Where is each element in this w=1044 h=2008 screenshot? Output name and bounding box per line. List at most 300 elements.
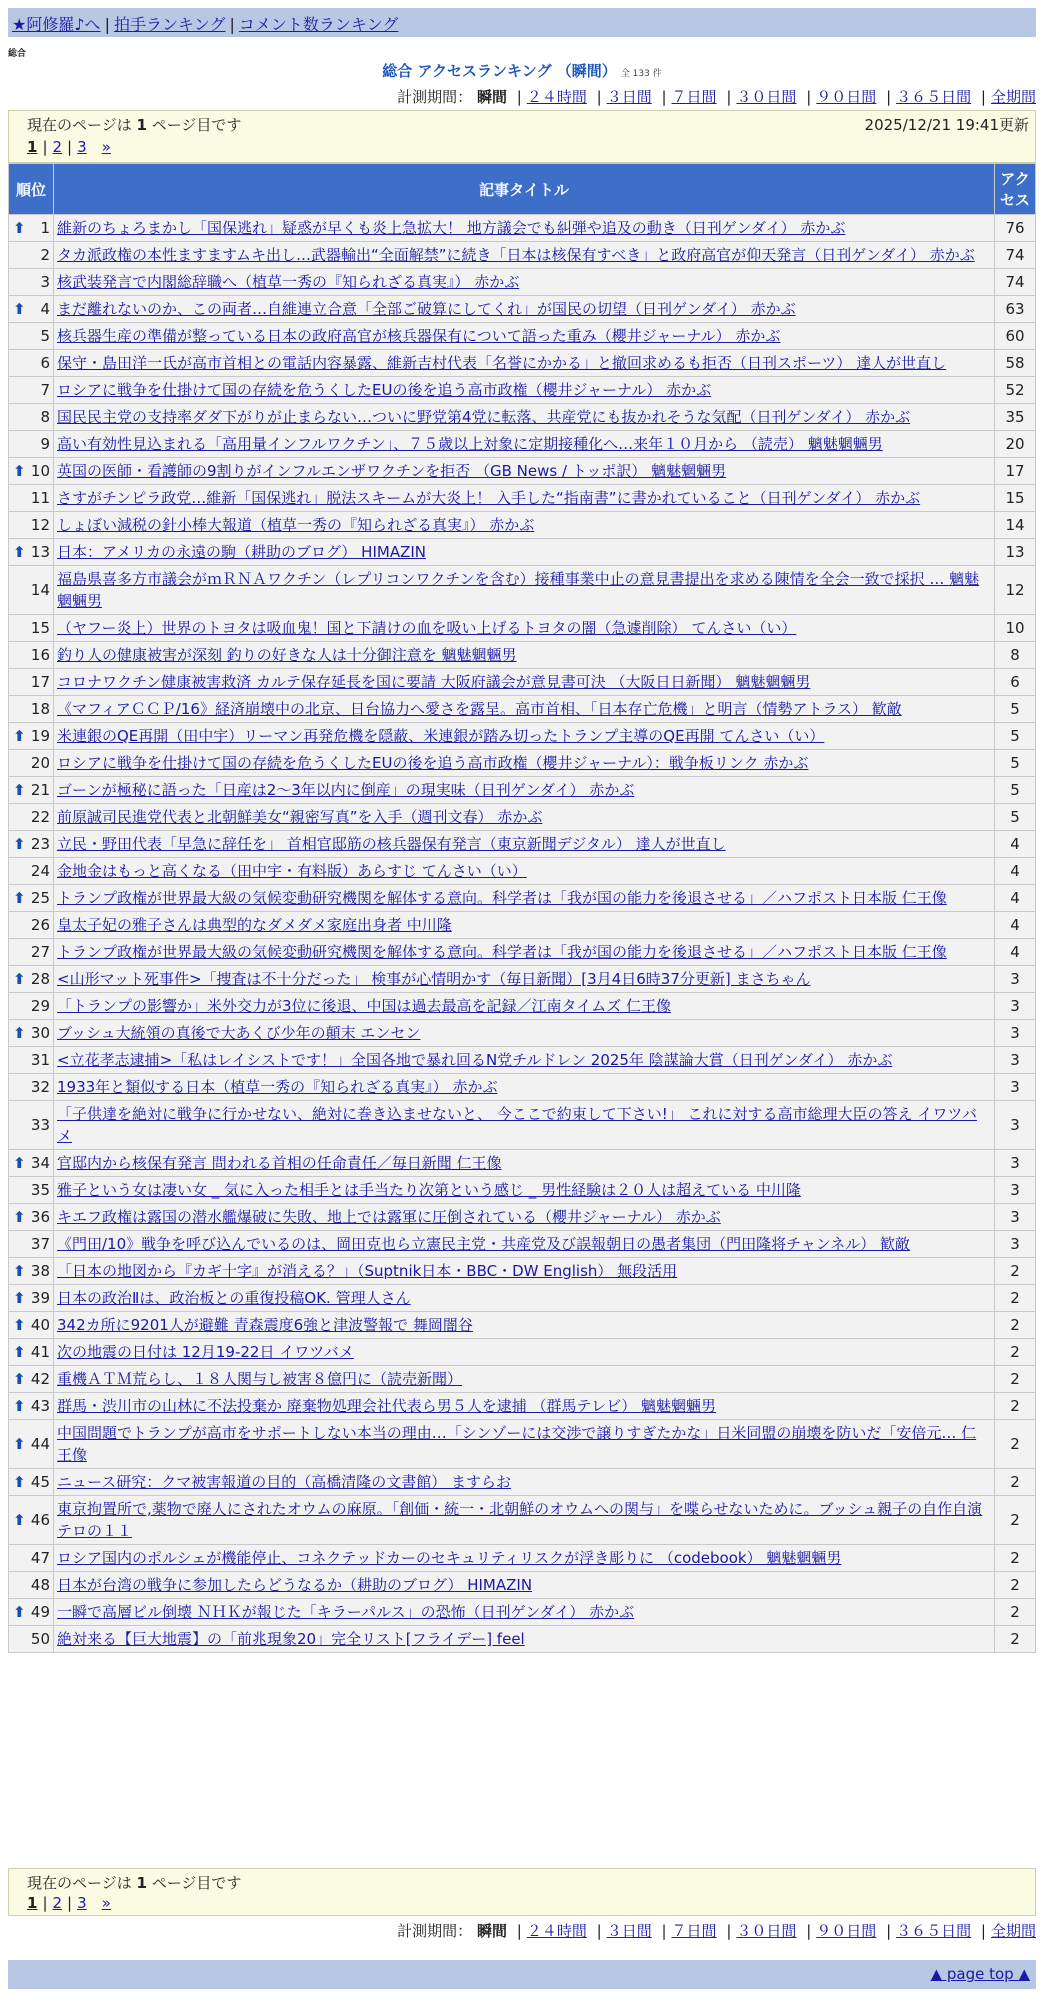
article-title-link[interactable]: 絶対来る【巨大地震】の「前兆現象20」完全リスト[フライデー] feel (57, 1630, 525, 1648)
table-row (9, 1101, 1036, 1150)
title-cell (54, 1258, 995, 1285)
footer-bar (8, 1960, 1036, 1989)
article-title-link[interactable]: 342カ所に9201人が避難 青森震度6強と津波警報で 舞岡闇谷 (57, 1316, 473, 1334)
ranking-table (8, 163, 1036, 1653)
title-cell (54, 885, 995, 912)
period-30d-link[interactable]: ３０日間 (736, 1922, 797, 1940)
access-count: 3 (995, 993, 1036, 1020)
table-row (9, 404, 1036, 431)
rank-up-arrow-icon: ⬆ (13, 300, 26, 318)
access-count: 5 (995, 723, 1036, 750)
page-top-link[interactable]: ▲ page top ▲ (930, 1965, 1030, 1983)
page-1: 1 (27, 138, 38, 156)
access-count: 6 (995, 669, 1036, 696)
title-cell (54, 512, 995, 539)
period-separator: | (980, 88, 986, 106)
nav-separator: | (104, 15, 110, 34)
rank-cell (9, 804, 54, 831)
access-count: 2 (995, 1420, 1036, 1469)
rank-number: 16 (30, 646, 50, 664)
period-90d-link[interactable]: ９０日間 (816, 88, 877, 106)
table-row (9, 1177, 1036, 1204)
table-row (9, 723, 1036, 750)
access-count: 52 (995, 377, 1036, 404)
article-title-link[interactable]: 東京拘置所で,薬物で廃人にされたオウムの麻原。「創価・統一・北朝鮮のオウムへの関与」を喋らせないために。ブッシュ親子の自作自演テロの１１ (57, 1500, 983, 1540)
current-page-suffix: ページ目です (146, 1874, 242, 1892)
access-count: 2 (995, 1366, 1036, 1393)
table-row (9, 1204, 1036, 1231)
article-title-link[interactable]: ゴーンが極秘に語った「日産は2～3年以内に倒産」の現実味（日刊ゲンダイ） 赤かぶ (57, 781, 635, 799)
title-cell (54, 566, 995, 615)
article-title-link[interactable]: 釣り人の健康被害が深刻 釣りの好きな人は十分御注意を 魑魅魍魎男 (57, 646, 517, 664)
current-page-suffix: ページ目です (146, 116, 242, 134)
access-count: 2 (995, 1339, 1036, 1366)
rank-up-arrow-icon: ⬆ (13, 1397, 26, 1415)
access-count: 3 (995, 1101, 1036, 1150)
rank-number: 22 (30, 808, 50, 826)
rank-cell (9, 939, 54, 966)
rank-cell (9, 1469, 54, 1496)
article-title-link[interactable]: 一瞬で高層ビル倒壊 ＮＨＫが報じた「キラーパルス」の恐怖（日刊ゲンダイ） 赤かぶ (57, 1603, 635, 1621)
rank-number: 21 (30, 781, 50, 799)
article-title-link[interactable]: 官邸内から核保有発言 問われる首相の任命責任／毎日新聞 仁王像 (57, 1154, 502, 1172)
period-all-link[interactable]: 全期間 (990, 88, 1036, 106)
period-7d-link[interactable]: ７日間 (671, 88, 717, 106)
rank-number: 26 (30, 916, 50, 934)
title-cell (54, 350, 995, 377)
pager-separator: | (67, 138, 73, 156)
rank-number: 30 (30, 1024, 50, 1042)
rank-cell (9, 485, 54, 512)
rank-cell (9, 669, 54, 696)
rank-cell (9, 750, 54, 777)
rank-cell (9, 269, 54, 296)
rank-up-arrow-icon: ⬆ (13, 1603, 26, 1621)
period-current: 瞬間 (476, 1922, 507, 1940)
article-title-link[interactable]: 皇太子妃の雅子さんは典型的なダメダメ家庭出身者 中川隆 (57, 916, 452, 934)
title-cell (54, 404, 995, 431)
period-separator: | (726, 1922, 732, 1940)
rank-number: 42 (30, 1370, 50, 1388)
article-title-link[interactable]: 「日本の地図から『カギ十字』が消える？」（Suptnik日本・BBC・DW English） 無段活用 (57, 1262, 678, 1280)
table-row (9, 431, 1036, 458)
title-cell (54, 966, 995, 993)
article-title-link[interactable]: 《門田/10》戦争を呼び込んでいるのは、岡田克也ら立憲民主党・共産党及び誤報朝日の愚者集団（門田隆将チャンネル） 歓敵 (57, 1235, 911, 1253)
rank-cell (9, 1366, 54, 1393)
pager-top (8, 110, 1036, 163)
rank-cell (9, 242, 54, 269)
table-header-row (9, 164, 1036, 215)
title-cell (54, 431, 995, 458)
access-count: 2 (995, 1626, 1036, 1653)
rank-number: 24 (30, 862, 50, 880)
table-row (9, 642, 1036, 669)
access-count: 3 (995, 1047, 1036, 1074)
table-row (9, 566, 1036, 615)
title-cell (54, 1074, 995, 1101)
period-90d-link[interactable]: ９０日間 (816, 1922, 877, 1940)
article-title-link[interactable]: さすがチンピラ政党…維新「国保逃れ」脱法スキームが大炎上！ 入手した“指南書”に書かれていること（日刊ゲンダイ） 赤かぶ (57, 489, 921, 507)
period-separator: | (806, 1922, 812, 1940)
rank-number: 20 (30, 754, 50, 772)
article-title-link[interactable]: 中国問題でトランプが高市をサポートしない本当の理由…「シンゾーには交渉で譲りすぎたかな」日米同盟の崩壊を防いだ「安倍元… 仁王像 (57, 1424, 977, 1464)
article-title-link[interactable]: 重機ＡＴＭ荒らし、１８人関与し被害８億円に（読売新聞） (57, 1370, 463, 1388)
title-cell (54, 723, 995, 750)
rank-number: 27 (30, 943, 50, 961)
title-cell (54, 696, 995, 723)
rank-cell (9, 1231, 54, 1258)
rank-number: 33 (30, 1116, 50, 1134)
rank-cell (9, 215, 54, 242)
title-cell (54, 1469, 995, 1496)
rank-cell (9, 1177, 54, 1204)
rank-cell (9, 512, 54, 539)
table-row (9, 215, 1036, 242)
rank-number: 2 (40, 246, 50, 264)
access-count: 2 (995, 1545, 1036, 1572)
title-cell (54, 1047, 995, 1074)
article-title-link[interactable]: 日本が台湾の戦争に参加したらどうなるか（耕助のブログ） HIMAZIN (57, 1576, 533, 1594)
access-count: 35 (995, 404, 1036, 431)
article-title-link[interactable]: トランプ政権が世界最大級の気候変動研究機関を解体する意向。科学者は「我が国の能力を後退させる」／ハフポスト日本版 仁王像 (57, 889, 947, 907)
table-row (9, 512, 1036, 539)
rank-cell (9, 1626, 54, 1653)
access-count: 13 (995, 539, 1036, 566)
access-count: 20 (995, 431, 1036, 458)
period-separator: | (661, 88, 667, 106)
period-365d-link[interactable]: ３６５日間 (896, 1922, 972, 1940)
rank-number: 40 (30, 1316, 50, 1334)
period-7d-link[interactable]: ７日間 (671, 1922, 717, 1940)
article-title-link[interactable]: 「トランプの影響か」米外交力が3位に後退、中国は過去最高を記録／江南タイムズ 仁王像 (57, 997, 672, 1015)
title-cell (54, 485, 995, 512)
rank-number: 10 (30, 462, 50, 480)
rank-number: 8 (40, 408, 50, 426)
rank-number: 3 (40, 273, 50, 291)
period-24h-link[interactable]: ２４時間 (526, 1922, 587, 1940)
home-link[interactable]: ★阿修羅♪へ (12, 15, 101, 34)
access-count: 2 (995, 1393, 1036, 1420)
top-nav (8, 8, 1036, 37)
access-count: 2 (995, 1258, 1036, 1285)
rank-number: 38 (30, 1262, 50, 1280)
access-count: 10 (995, 615, 1036, 642)
title-cell (54, 912, 995, 939)
rank-number: 35 (30, 1181, 50, 1199)
rank-cell (9, 323, 54, 350)
table-row (9, 993, 1036, 1020)
page-title (0, 60, 1044, 81)
article-title-link[interactable]: ブッシュ大統領の真後で大あくび少年の顛末 エンセン (57, 1024, 421, 1042)
rank-cell (9, 1599, 54, 1626)
rank-cell (9, 296, 54, 323)
period-all-link[interactable]: 全期間 (990, 1922, 1036, 1940)
article-title-link[interactable]: 群馬・渋川市の山林に不法投棄か 廃棄物処理会社代表ら男５人を逮捕 （群馬テレビ） 魑魅魍魎男 (57, 1397, 717, 1415)
title-cell (54, 242, 995, 269)
access-count: 3 (995, 1231, 1036, 1258)
access-count: 2 (995, 1572, 1036, 1599)
title-cell (54, 1231, 995, 1258)
period-separator: | (661, 1922, 667, 1940)
pagination (27, 138, 111, 156)
current-page-prefix: 現在のページは (27, 116, 137, 134)
table-row (9, 966, 1036, 993)
table-row (9, 242, 1036, 269)
table-row (9, 377, 1036, 404)
table-row (9, 1150, 1036, 1177)
article-title-link[interactable]: ロシア国内のポルシェが機能停止、コネクテッドカーのセキュリティリスクが浮き彫りに （codebook） 魑魅魍魎男 (57, 1549, 842, 1567)
article-title-link[interactable]: 英国の医師・看護師の9割りがインフルエンザワクチンを拒否 （GB News / トッポ訳） 魑魅魍魎男 (57, 462, 727, 480)
table-row (9, 750, 1036, 777)
rank-number: 47 (30, 1549, 50, 1567)
article-title-link[interactable]: 核武装発言で内閣総辞職へ（植草一秀の『知られざる真実』） 赤かぶ (57, 273, 520, 291)
article-title-link[interactable]: コロナワクチン健康被害救済 カルテ保存延長を国に要請 大阪府議会が意見書可決 （大阪日日新聞） 魑魅魍魎男 (57, 673, 811, 691)
article-title-link[interactable]: ロシアに戦争を仕掛けて国の存続を危うくしたEUの後を追う高市政権（櫻井ジャーナル） 赤かぶ (57, 381, 712, 399)
title-cell (54, 777, 995, 804)
article-title-link[interactable]: 日本：アメリカの永遠の駒（耕助のブログ） HIMAZIN (57, 543, 426, 561)
title-cell (54, 858, 995, 885)
rank-cell (9, 1572, 54, 1599)
rank-cell (9, 723, 54, 750)
rank-up-arrow-icon: ⬆ (13, 1208, 26, 1226)
article-title-link[interactable]: 維新のちょろまかし「国保逃れ」疑惑が早くも炎上急拡大！ 地方議会でも糾弾や追及の動き（日刊ゲンダイ） 赤かぶ (57, 219, 846, 237)
updated-timestamp: 2025/12/21 19:41更新 (864, 116, 1029, 134)
table-row (9, 1366, 1036, 1393)
table-row (9, 669, 1036, 696)
period-separator: | (516, 1922, 522, 1940)
rank-number: 29 (30, 997, 50, 1015)
title-cell (54, 539, 995, 566)
rank-number: 19 (30, 727, 50, 745)
current-page-number: 1 (136, 1874, 147, 1892)
period-3d-link[interactable]: ３日間 (606, 1922, 652, 1940)
rank-cell (9, 1101, 54, 1150)
period-selector-top (397, 86, 1036, 107)
rank-cell (9, 539, 54, 566)
title-cell (54, 1599, 995, 1626)
title-cell (54, 377, 995, 404)
article-title-link[interactable]: （ヤフー炎上）世界のトヨタは吸血鬼！国と下請けの血を吸い上げるトヨタの闇（急遽削除） てんさい（い） (57, 619, 797, 637)
access-count: 5 (995, 804, 1036, 831)
period-30d-link[interactable]: ３０日間 (736, 88, 797, 106)
page-1: 1 (27, 1894, 38, 1912)
rank-number: 17 (30, 673, 50, 691)
article-title-link[interactable]: 米連銀のQE再開（田中宇）リーマン再発危機を隠蔽、米連銀が踏み切ったトランプ主導のQE再開 てんさい（い） (57, 727, 825, 745)
table-row (9, 1393, 1036, 1420)
rank-number: 4 (40, 300, 50, 318)
page-2-link[interactable]: 2 (52, 1894, 63, 1912)
title-cell (54, 215, 995, 242)
pagination (27, 1894, 111, 1912)
rank-cell (9, 1545, 54, 1572)
rank-number: 32 (30, 1078, 50, 1096)
table-row (9, 458, 1036, 485)
article-title-link[interactable]: ニュース研究：クマ被害報道の目的（高橋清隆の文書館） ますらお (57, 1473, 512, 1491)
ranking-body (9, 215, 1036, 1653)
rank-number: 44 (30, 1435, 50, 1453)
pager-separator: | (67, 1894, 73, 1912)
article-title-link[interactable]: しょぼい減税の針小棒大報道（植草一秀の『知られざる真実』） 赤かぶ (57, 516, 535, 534)
access-count: 2 (995, 1496, 1036, 1545)
article-title-link[interactable]: 前原誠司民進党代表と北朝鮮美女“親密写真”を入手（週刊文春） 赤かぶ (57, 808, 543, 826)
access-count: 2 (995, 1312, 1036, 1339)
page-3-link[interactable]: 3 (77, 1894, 87, 1912)
article-title-link[interactable]: 立民・野田代表「早急に辞任を」 首相官邸筋の核兵器保有発言（東京新聞デジタル） 達人が世直し (57, 835, 726, 853)
article-title-link[interactable]: トランプ政権が世界最大級の気候変動研究機関を解体する意向。科学者は「我が国の能力を後退させる」／ハフポスト日本版 仁王像 (57, 943, 947, 961)
article-title-link[interactable]: 日本の政治Ⅱは、政治板との重復投稿OK. 管理人さん (57, 1289, 411, 1307)
table-row (9, 1545, 1036, 1572)
title-cell (54, 1545, 995, 1572)
rank-cell (9, 912, 54, 939)
table-row (9, 1469, 1036, 1496)
access-count: 58 (995, 350, 1036, 377)
rank-up-arrow-icon: ⬆ (13, 1511, 26, 1529)
pager-bottom (8, 1868, 1036, 1916)
rank-cell (9, 966, 54, 993)
rank-up-arrow-icon: ⬆ (13, 1262, 26, 1280)
rank-up-arrow-icon: ⬆ (13, 1473, 26, 1491)
rank-up-arrow-icon: ⬆ (13, 781, 26, 799)
rank-up-arrow-icon: ⬆ (13, 462, 26, 480)
table-row (9, 323, 1036, 350)
rank-cell (9, 615, 54, 642)
title-cell (54, 1420, 995, 1469)
article-title-link[interactable]: 金地金はもっと高くなる（田中宇・有料版）あらすじ てんさい（い） (57, 862, 527, 880)
rank-cell (9, 404, 54, 431)
table-row (9, 350, 1036, 377)
article-title-link[interactable]: 核兵器生産の準備が整っている日本の政府高官が核兵器保有について語った重み（櫻井ジャーナル） 赤かぶ (57, 327, 781, 345)
rank-cell (9, 1285, 54, 1312)
period-separator: | (806, 88, 812, 106)
rank-up-arrow-icon: ⬆ (13, 1316, 26, 1334)
title-cell (54, 1177, 995, 1204)
title-cell (54, 1626, 995, 1653)
rank-cell (9, 858, 54, 885)
title-cell (54, 1572, 995, 1599)
table-row (9, 939, 1036, 966)
rank-up-arrow-icon: ⬆ (13, 727, 26, 745)
article-title-link[interactable]: 保守・島田洋一氏が高市首相との電話内容暴露、維新吉村代表「名誉にかかる」と撤回求めるも拒否（日刊スポーツ） 達人が世直し (57, 354, 947, 372)
article-title-link[interactable]: 高い有効性見込まれる「高用量インフルワクチン」、７５歳以上対象に定期接種化へ…来年１０月から （読売） 魑魅魍魎男 (57, 435, 883, 453)
table-row (9, 1312, 1036, 1339)
col-title-header: 記事タイトル (54, 164, 995, 215)
period-24h-link[interactable]: ２４時間 (526, 88, 587, 106)
table-row (9, 804, 1036, 831)
article-title-link[interactable]: 福島県喜多方市議会がｍＲＮＡワクチン（レプリコンワクチンを含む）接種事業中止の意見書提出を求める陳情を全会一致で採択 … 魑魅魍魎男 (57, 570, 980, 610)
access-count: 15 (995, 485, 1036, 512)
rank-number: 15 (30, 619, 50, 637)
rank-cell (9, 1204, 54, 1231)
access-count: 12 (995, 566, 1036, 615)
page-2-link[interactable]: 2 (52, 138, 63, 156)
rank-number: 5 (40, 327, 50, 345)
title-cell (54, 750, 995, 777)
period-3d-link[interactable]: ３日間 (606, 88, 652, 106)
title-cell (54, 1204, 995, 1231)
clap-ranking-link[interactable]: 拍手ランキング (113, 15, 226, 34)
access-count: 14 (995, 512, 1036, 539)
article-title-link[interactable]: 雅子という女は凄い女 _ 気に入った相手とは手当たり次第という感じ _ 男性経験は２０人は超えている 中川隆 (57, 1181, 801, 1199)
title-cell (54, 1285, 995, 1312)
period-separator: | (516, 88, 522, 106)
rank-cell (9, 1074, 54, 1101)
rank-number: 13 (30, 543, 50, 561)
table-row (9, 1231, 1036, 1258)
period-separator: | (886, 88, 892, 106)
title-cell (54, 323, 995, 350)
article-title-link[interactable]: <立花孝志逮捕>「私はレイシストです！」全国各地で暴れ回るN党チルドレン 2025年 陰謀論大賞（日刊ゲンダイ） 赤かぶ (57, 1051, 893, 1069)
period-label: 計測期間： (397, 88, 473, 106)
rank-number: 31 (30, 1051, 50, 1069)
rank-number: 43 (30, 1397, 50, 1415)
rank-number: 23 (30, 835, 50, 853)
table-row (9, 1074, 1036, 1101)
table-row (9, 912, 1036, 939)
rank-number: 50 (30, 1630, 50, 1648)
access-count: 3 (995, 1074, 1036, 1101)
article-title-link[interactable]: 国民民主党の支持率ダダ下がりが止まらない…ついに野党第4党に転落、共産党にも抜かれそうな気配（日刊ゲンダイ） 赤かぶ (57, 408, 911, 426)
rank-number: 14 (30, 581, 50, 599)
rank-number: 37 (30, 1235, 50, 1253)
table-row (9, 1258, 1036, 1285)
article-title-link[interactable]: キエフ政権は露国の潜水艦爆破に失敗、地上では露軍に圧倒されている（櫻井ジャーナル） 赤かぶ (57, 1208, 721, 1226)
access-count: 2 (995, 1599, 1036, 1626)
period-selector-bottom (397, 1920, 1036, 1941)
rank-cell (9, 431, 54, 458)
next-page-link[interactable]: » (101, 1894, 111, 1912)
rank-up-arrow-icon: ⬆ (13, 1024, 26, 1042)
access-count: 5 (995, 696, 1036, 723)
ranking-title: 総合 アクセスランキング （瞬間） (382, 62, 617, 80)
table-row (9, 696, 1036, 723)
table-row (9, 269, 1036, 296)
period-365d-link[interactable]: ３６５日間 (896, 88, 972, 106)
table-row (9, 1047, 1036, 1074)
rank-number: 12 (30, 516, 50, 534)
access-count: 5 (995, 777, 1036, 804)
comment-ranking-link[interactable]: コメント数ランキング (238, 15, 399, 34)
rank-up-arrow-icon: ⬆ (13, 543, 26, 561)
article-title-link[interactable]: まだ離れないのか、この両者…自維連立合意「全部ご破算にしてくれ」が国民の切望（日刊ゲンダイ） 赤かぶ (57, 300, 796, 318)
title-cell (54, 831, 995, 858)
title-cell (54, 804, 995, 831)
article-title-link[interactable]: <山形マット死事件>「捜査は不十分だった」 検事が心情明かす（毎日新聞）[3月4日6時37分更新] まさちゃん (57, 970, 811, 988)
period-current: 瞬間 (476, 88, 507, 106)
article-title-link[interactable]: 1933年と類似する日本（植草一秀の『知られざる真実』） 赤かぶ (57, 1078, 498, 1096)
article-title-link[interactable]: 次の地震の日付は 12月19-22日 イワツバメ (57, 1343, 354, 1361)
title-cell (54, 642, 995, 669)
access-count: 4 (995, 831, 1036, 858)
table-row (9, 777, 1036, 804)
article-title-link[interactable]: 「子供達を絶対に戦争に行かせない、絶対に巻き込ませないと、 今ここで約束して下さい!」 これに対する高市総理大臣の答え イワツバメ (57, 1105, 978, 1145)
article-title-link[interactable]: 《マフィアＣＣＰ/16》経済崩壊中の北京、日台協力へ愛さを露呈。高市首相、「日本存亡危機」と明言（情勢アトラス） 歓敵 (57, 700, 902, 718)
table-row (9, 831, 1036, 858)
rank-up-arrow-icon: ⬆ (13, 1370, 26, 1388)
rank-cell (9, 1020, 54, 1047)
access-count: 4 (995, 858, 1036, 885)
rank-cell (9, 831, 54, 858)
next-page-link[interactable]: » (101, 138, 111, 156)
access-count: 8 (995, 642, 1036, 669)
rank-number: 49 (30, 1603, 50, 1621)
page-3-link[interactable]: 3 (77, 138, 87, 156)
period-separator: | (726, 88, 732, 106)
article-title-link[interactable]: ロシアに戦争を仕掛けて国の存続を危うくしたEUの後を追う高市政権（櫻井ジャーナル）：戦争板リンク 赤かぶ (57, 754, 809, 772)
access-count: 4 (995, 939, 1036, 966)
article-title-link[interactable]: タカ派政権の本性ますますムキ出し…武器輸出“全面解禁”に続き「日本は核保有すべき」と政府高官が仰天発言（日刊ゲンダイ） 赤かぶ (57, 246, 975, 264)
title-cell (54, 1496, 995, 1545)
access-count: 3 (995, 1150, 1036, 1177)
